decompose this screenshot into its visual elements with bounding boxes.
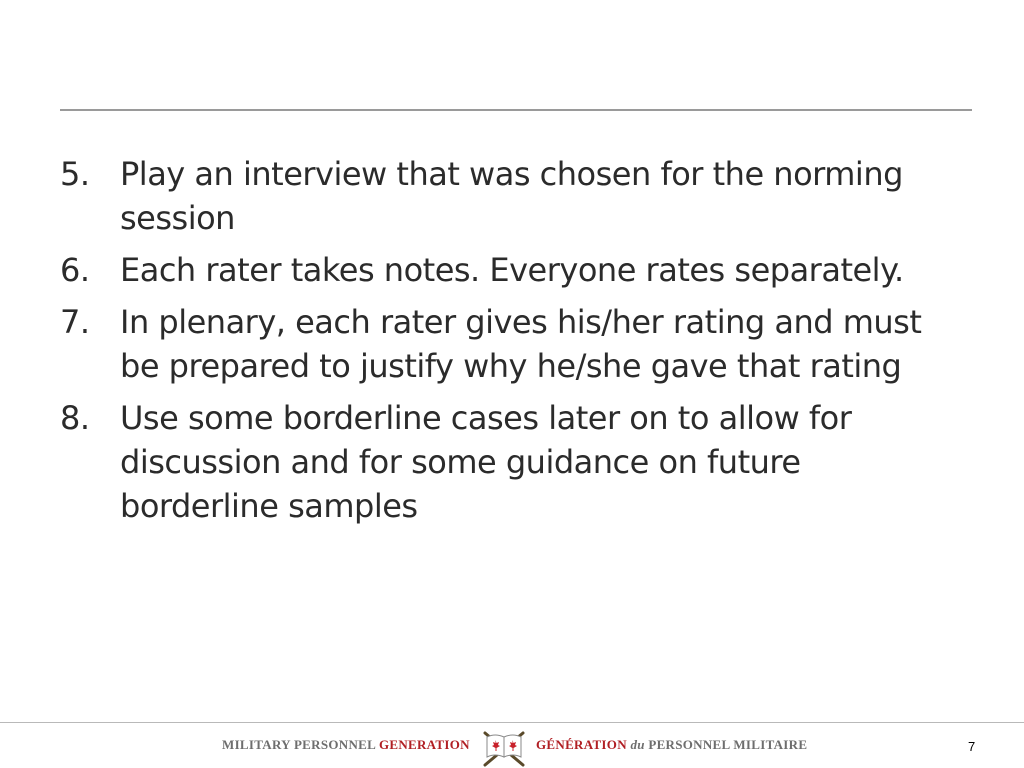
footer-english-part2: GENERATION — [378, 737, 470, 752]
list-item — [60, 300, 960, 388]
list-item — [60, 396, 960, 528]
list-item-number: 6. — [60, 251, 90, 289]
list-item — [60, 152, 960, 240]
list-item-text: Each rater takes notes. Everyone rates separately. — [120, 251, 904, 289]
footer-english-title — [222, 737, 470, 753]
footer-french-part1: GÉNÉRATION — [536, 737, 627, 752]
list-item-number: 8. — [60, 399, 90, 437]
list-item-number: 5. — [60, 155, 90, 193]
list-item-text: Use some borderline cases later on to allow for discussion and for some guidance on future borderline samples — [120, 399, 852, 525]
list-item-text: In plenary, each rater gives his/her rating and must be prepared to justify why he/she gave that rating — [120, 303, 922, 385]
header-divider — [60, 109, 972, 111]
footer-french-title — [536, 737, 807, 753]
list-item-text: Play an interview that was chosen for the norming session — [120, 155, 903, 237]
numbered-list — [60, 152, 960, 536]
military-personnel-emblem-icon — [479, 727, 529, 767]
footer-french-part2: PERSONNEL MILITAIRE — [648, 737, 808, 752]
footer — [0, 723, 1024, 768]
list-item-number: 7. — [60, 303, 90, 341]
list-item — [60, 248, 960, 292]
footer-english-part1: MILITARY PERSONNEL — [222, 737, 379, 752]
page-number: 7 — [968, 739, 976, 754]
footer-french-du: du — [626, 737, 649, 752]
